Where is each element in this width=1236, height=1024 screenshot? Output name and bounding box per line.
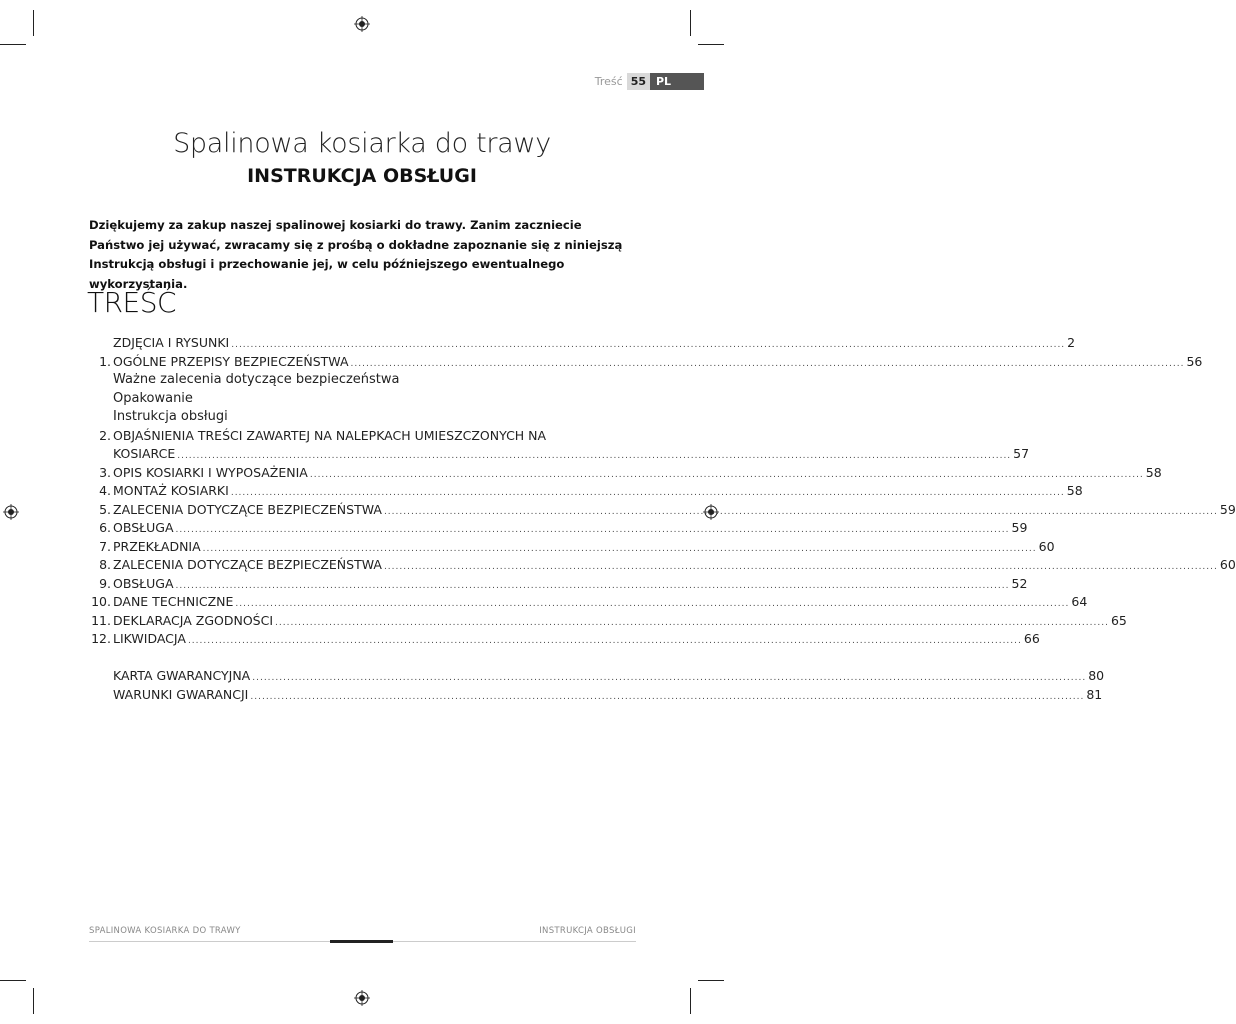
crop-mark — [0, 980, 26, 981]
page-header-tab — [595, 73, 704, 90]
table-of-contents — [83, 334, 1236, 704]
crop-mark — [33, 988, 34, 1014]
crop-mark — [690, 988, 691, 1014]
header-section-label: Treść — [594, 75, 623, 88]
toc-leader: ........................................................................................................................................................................................................................ — [230, 488, 1065, 498]
toc-entry-text: OBJAŚNIENIA TREŚCI ZAWARTEJ NA NALEPKACH UMIESZCZONYCH NA — [113, 427, 547, 443]
toc-row — [83, 538, 1055, 557]
toc-row — [83, 353, 1203, 372]
registration-mark-icon — [354, 16, 370, 32]
toc-entry-text: LIKWIDACJA — [113, 631, 186, 646]
toc-number: 11. — [91, 612, 111, 628]
toc-row — [83, 686, 1103, 705]
page-subtitle: INSTRUKCJA OBSŁUGI — [247, 165, 477, 187]
toc-number: 2. — [99, 427, 111, 443]
toc-page: 60 — [1219, 557, 1236, 572]
toc-entry-text: PRZEKŁADNIA — [113, 538, 201, 554]
toc-spacer — [83, 649, 636, 668]
toc-row — [83, 501, 1236, 520]
crop-mark — [698, 44, 724, 45]
toc-number: 6. — [99, 520, 111, 535]
header-page-number: 55 — [627, 73, 650, 90]
toc-leader: ........................................................................................................................................................................................................................ — [202, 543, 1037, 554]
toc-entry-text: DEKLARACJA ZGODNOŚCI — [113, 612, 274, 628]
toc-entry-text: MONTAŻ KOSIARKI — [113, 483, 229, 498]
toc-page: 56 — [1186, 353, 1203, 369]
toc-row — [83, 575, 1028, 594]
toc-subentry — [83, 371, 636, 390]
registration-mark-icon — [354, 990, 370, 1006]
toc-page: 80 — [1088, 668, 1105, 683]
toc-entry-text: OBSŁUGA — [113, 575, 174, 591]
crop-mark — [690, 10, 691, 36]
toc-leader: ........................................................................................................................................................................................................................ — [350, 358, 1185, 369]
toc-leader: ........................................................................................................................................................................................................................ — [309, 469, 1144, 480]
toc-page: 58 — [1145, 464, 1162, 480]
toc-number: 9. — [99, 575, 111, 591]
toc-leader: ........................................................................................................................................................................................................................ — [175, 525, 1010, 535]
toc-page: 60 — [1038, 538, 1055, 554]
toc-number: 10. — [91, 594, 111, 609]
toc-page: 64 — [1071, 594, 1088, 609]
toc-leader: ........................................................................................................................................................................................................................ — [383, 562, 1218, 572]
toc-row — [83, 427, 636, 446]
toc-entry-text: OPIS KOSIARKI I WYPOSAŻENIA — [113, 464, 308, 480]
toc-entry-text: KOSIARCE — [113, 446, 176, 461]
header-language: PL — [650, 73, 704, 90]
toc-entry-text: WARUNKI GWARANCJI — [113, 686, 249, 702]
toc-number: 12. — [91, 631, 111, 646]
crop-mark — [33, 10, 34, 36]
toc-heading: TREŚĆ — [87, 286, 177, 319]
toc-page: 52 — [1011, 575, 1028, 591]
toc-leader: ........................................................................................................................................................................................................................ — [175, 580, 1010, 591]
toc-row — [83, 519, 1028, 538]
toc-number: 3. — [99, 464, 111, 480]
toc-entry-text: DANE TECHNICZNE — [113, 594, 234, 609]
toc-number: 5. — [99, 501, 111, 517]
toc-number: 7. — [99, 538, 111, 554]
toc-entry-text: ZALECENIA DOTYCZĄCE BEZPIECZEŃSTWA — [113, 557, 382, 572]
toc-page: 66 — [1023, 631, 1040, 646]
toc-subentry-text: Instrukcja obsługi — [113, 409, 228, 424]
toc-page: 81 — [1086, 686, 1103, 702]
toc-leader: ........................................................................................................................................................................................................................ — [231, 340, 1066, 350]
toc-row — [83, 464, 1162, 483]
toc-row — [83, 556, 1236, 575]
toc-row — [83, 612, 1127, 631]
intro-paragraph: Dziękujemy za zakup naszej spalinowej kosiarki do trawy. Zanim zaczniecie Państwo jej używać, zwracamy się z prośbą o dokładne zapoznanie się z niniejszą Instrukcją obsługi i przechowanie jej, w celu późniejszego ewentualnego wykorzystania. — [89, 218, 623, 291]
toc-row — [83, 445, 1030, 464]
toc-page: 59 — [1219, 501, 1236, 517]
toc-leader: ........................................................................................................................................................................................................................ — [187, 636, 1022, 646]
crop-mark — [698, 980, 724, 981]
toc-row — [83, 482, 1083, 501]
toc-page: 2 — [1067, 335, 1076, 350]
toc-page: 57 — [1013, 446, 1030, 461]
crop-mark — [0, 44, 26, 45]
toc-entry-text: OBSŁUGA — [113, 520, 174, 535]
toc-row — [83, 334, 1076, 353]
toc-subentry-text: Opakowanie — [113, 390, 193, 406]
toc-page: 58 — [1066, 483, 1083, 498]
toc-leader: ........................................................................................................................................................................................................................ — [235, 599, 1070, 609]
page-title: Spalinowa kosiarka do trawy — [173, 128, 551, 159]
toc-subentry — [83, 408, 636, 427]
toc-leader: ........................................................................................................................................................................................................................ — [275, 617, 1109, 628]
toc-page: 65 — [1110, 612, 1127, 628]
toc-row — [83, 593, 1088, 612]
toc-entry-text: ZDJĘCIA I RYSUNKI — [113, 335, 230, 350]
toc-entry-text: ZALECENIA DOTYCZĄCE BEZPIECZEŃSTWA — [113, 501, 382, 517]
toc-entry-text: OGÓLNE PRZEPISY BEZPIECZEŃSTWA — [113, 353, 349, 369]
toc-leader: ........................................................................................................................................................................................................................ — [250, 691, 1085, 702]
toc-leader: ........................................................................................................................................................................................................................ — [383, 506, 1218, 517]
footer-left-label: SPALINOWA KOSIARKA DO TRAWY — [89, 926, 241, 936]
toc-row — [83, 667, 1105, 686]
footer-accent-bar — [330, 940, 393, 943]
registration-mark-icon — [3, 504, 19, 520]
footer-right-label: INSTRUKCJA OBSŁUGI — [539, 926, 636, 936]
toc-row — [83, 630, 1040, 649]
toc-number: 8. — [99, 557, 111, 572]
toc-leader: ........................................................................................................................................................................................................................ — [252, 673, 1087, 683]
toc-leader: ........................................................................................................................................................................................................................ — [177, 451, 1012, 461]
toc-number: 4. — [99, 483, 111, 498]
toc-number: 1. — [99, 353, 111, 369]
toc-entry-text: KARTA GWARANCYJNA — [113, 668, 251, 683]
toc-page: 59 — [1011, 520, 1028, 535]
toc-subentry — [83, 390, 636, 409]
toc-subentry-text: Ważne zalecenia dotyczące bezpieczeństwa — [113, 372, 400, 387]
